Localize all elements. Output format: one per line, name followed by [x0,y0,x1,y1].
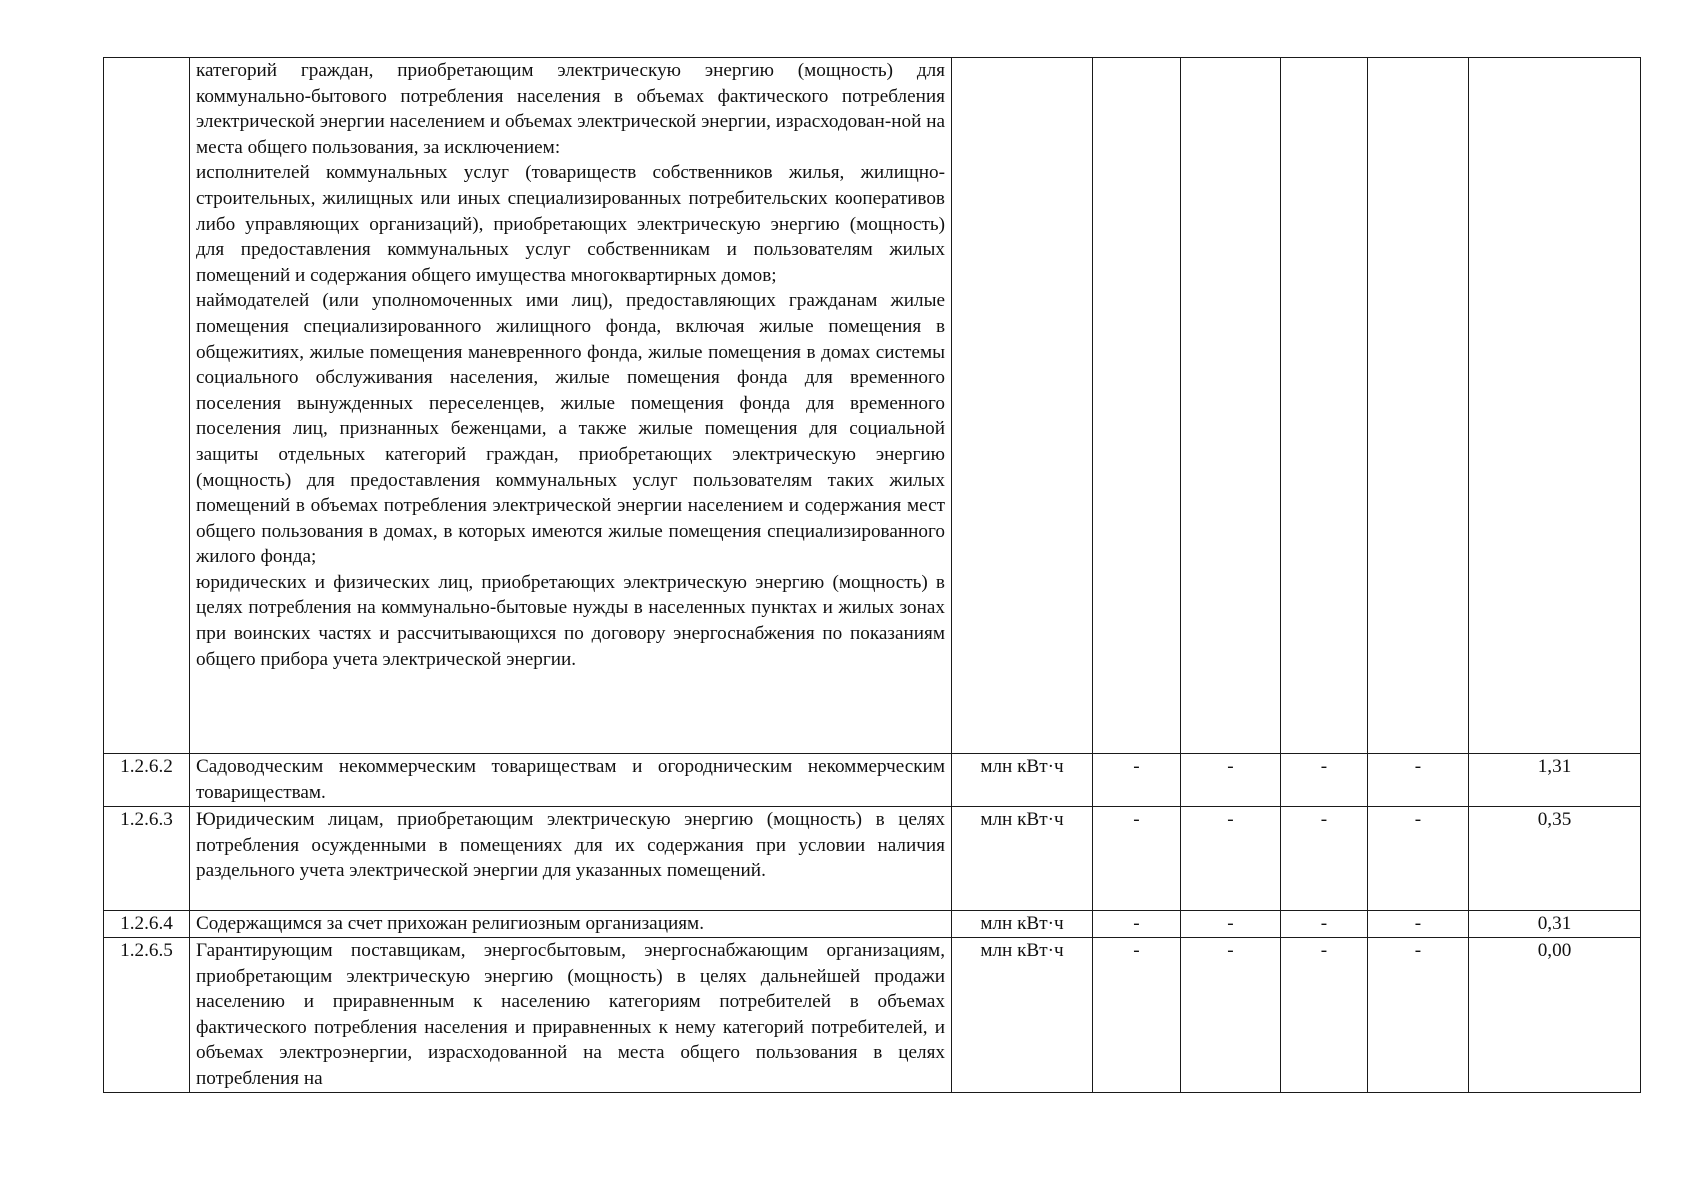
table-row [104,754,1641,807]
value-cell: - [1093,807,1181,911]
row-number [104,58,190,754]
value-cell: - [1093,938,1181,1093]
row-number: 1.2.6.4 [104,911,190,938]
value-cell: - [1181,807,1281,911]
table-row [104,938,1641,1093]
value-cell: - [1368,911,1469,938]
row-number: 1.2.6.5 [104,938,190,1093]
value-cell [1281,58,1368,754]
value-cell [1181,58,1281,754]
value-cell: - [1093,754,1181,807]
row-description: Юридическим лицам, приобретающим электрическую энергию (мощность) в целях потребления осужденными в помещениях для их содержания при условии наличия раздельного учета электрической энергии для указанных помещений. [190,807,952,911]
value-cell: - [1281,938,1368,1093]
total-value-cell: 0,31 [1469,911,1641,938]
row-number: 1.2.6.2 [104,754,190,807]
total-value-cell: 0,00 [1469,938,1641,1093]
table-row-continuation [104,58,1641,754]
value-cell: - [1368,754,1469,807]
description-paragraph: исполнителей коммунальных услуг (товариществ собственников жилья, жилищно-строительных, жилищных или иных специализированных потребительских кооперативов либо управляющих организаций), приобретающих электрическую энергию (мощность) для предоставления коммунальных услуг собственникам и пользователям жилых помещений и содержания общего имущества многоквартирных домов; [196,162,945,286]
value-cell: - [1093,911,1181,938]
value-cell: - [1368,938,1469,1093]
total-value-cell: 1,31 [1469,754,1641,807]
row-description: Садоводческим некоммерческим товариществам и огородническим некоммерческим товариществам. [190,754,952,807]
value-cell: - [1181,938,1281,1093]
description-paragraph: категорий граждан, приобретающим электрическую энергию (мощность) для коммунально-бытового потребления населения в объемах фактического потребления электрической энергии населением и объемах электрической энергии, израсходован-ной на места общего пользования, за исключением: [196,60,945,158]
value-cell [1093,58,1181,754]
table-row [104,807,1641,911]
value-cell [1469,58,1641,754]
row-description: Гарантирующим поставщикам, энергосбытовым, энергоснабжающим организациям, приобретающим электрическую энергию (мощность) в целях дальнейшей продажи населению и приравненным к населению категориям потребителей в объемах фактического потребления населения и приравненных к нему категорий потребителей, и объемах электроэнергии, израсходованной на места общего пользования в целях потребления на [190,938,952,1093]
unit-cell: млн кВт·ч [952,754,1093,807]
unit-cell [952,58,1093,754]
table-row [104,911,1641,938]
row-description [190,58,952,754]
row-description: Содержащимся за счет прихожан религиозным организациям. [190,911,952,938]
value-cell: - [1281,807,1368,911]
value-cell [1368,58,1469,754]
total-value-cell: 0,35 [1469,807,1641,911]
description-paragraph: наймодателей (или уполномоченных ими лиц), предоставляющих гражданам жилые помещения специализированного жилищного фонда, включая жилые помещения в общежитиях, жилые помещения маневренного фонда, жилые помещения в домах системы социального обслуживания населения, жилые помещения фонда для временного поселения вынужденных переселенцев, жилые помещения фонда для временного поселения лиц, признанных беженцами, а также жилые помещения для социальной защиты отдельных категорий граждан, приобретающих электрическую энергию (мощность) для предоставления коммунальных услуг пользователям таких жилых помещений в объемах потребления электрической энергии населением и содержания мест общего пользования в домах, в которых имеются жилые помещения специализированного жилого фонда; [196,290,945,568]
value-cell: - [1368,807,1469,911]
value-cell: - [1181,754,1281,807]
tariff-volume-table [103,57,1641,1093]
value-cell: - [1281,754,1368,807]
row-number: 1.2.6.3 [104,807,190,911]
unit-cell: млн кВт·ч [952,807,1093,911]
unit-cell: млн кВт·ч [952,938,1093,1093]
unit-cell: млн кВт·ч [952,911,1093,938]
value-cell: - [1281,911,1368,938]
value-cell: - [1181,911,1281,938]
description-paragraph: юридических и физических лиц, приобретающих электрическую энергию (мощность) в целях потребления на коммунально-бытовые нужды в населенных пунктах и жилых зонах при воинских частях и рассчитывающихся по договору энергоснабжения по показаниям общего прибора учета электрической энергии. [196,571,945,670]
